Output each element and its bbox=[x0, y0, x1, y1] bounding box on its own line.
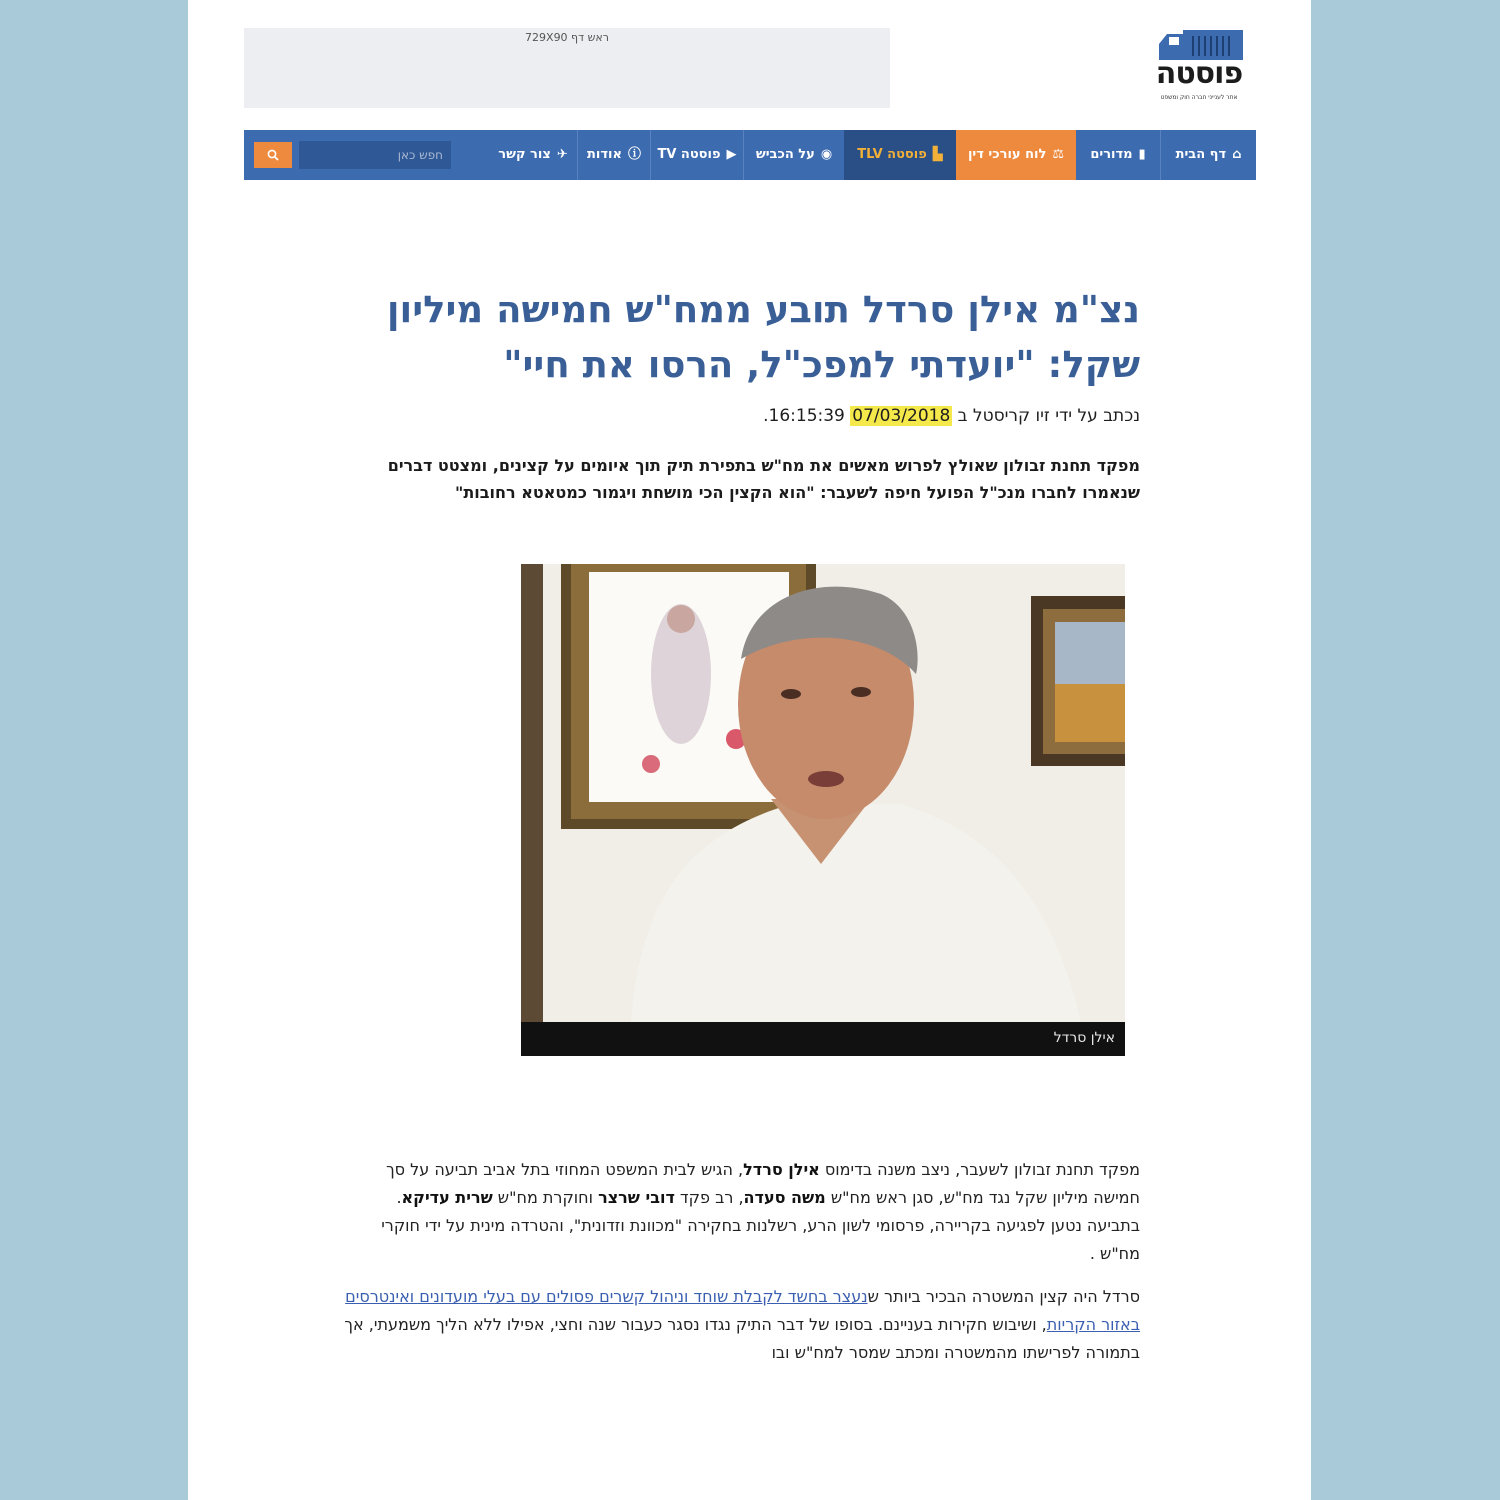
publish-time: 16:15:39. bbox=[763, 406, 845, 426]
logo-text: פוסטה bbox=[1155, 56, 1243, 91]
title-line-1: נצ"מ אילן סרדל תובע ממח"ש חמישה מיליון bbox=[386, 288, 1140, 331]
p1-text-2: , הגיש לבית המשפט המחוזי בתל אביב תביעה על סך חמישה מיליון שקל נגד מח"ש, סגן ראש מח"ש bbox=[386, 1160, 1140, 1207]
nav-label: צור קשר bbox=[498, 147, 551, 162]
p1-text-5: . בתביעה נטען לפגיעה בקריירה, פרסומי לשון הרע, רשלנות בחקירה "מכוונת וזדונית", והטרדה מינית על ידי חוקרי מח"ש . bbox=[381, 1188, 1140, 1263]
nav-item-lawyers[interactable] bbox=[956, 130, 1076, 180]
nav-item-road[interactable] bbox=[744, 130, 844, 180]
search-button[interactable] bbox=[254, 142, 292, 168]
nav-label: לוח עורכי דין bbox=[967, 147, 1047, 162]
p1-name-3: דובי שרצר bbox=[598, 1188, 675, 1207]
body-paragraph-2 bbox=[340, 1283, 1140, 1367]
body-paragraph-1 bbox=[340, 1156, 1140, 1268]
nav-divider bbox=[577, 130, 578, 180]
p2-text-1: סרדל היה קצין המשטרה הבכיר ביותר ש bbox=[867, 1287, 1140, 1306]
ad-label: ראש דף 729X90 bbox=[525, 31, 609, 44]
p1-text-3: , רב פקד bbox=[674, 1188, 744, 1207]
publish-date: 07/03/2018 bbox=[852, 406, 951, 426]
city-icon: ▙ bbox=[932, 147, 943, 162]
p1-text-1: מפקד תחנת זבולון לשעבר, ניצב משנה בדימוס bbox=[819, 1160, 1140, 1179]
search-input[interactable] bbox=[299, 141, 451, 169]
nav-item-sections[interactable] bbox=[1076, 130, 1160, 180]
nav-item-tv[interactable] bbox=[651, 130, 743, 180]
paper-plane-icon: ✈ bbox=[556, 147, 568, 162]
p1-text-4: וחוקרת מח"ש bbox=[492, 1188, 599, 1207]
nav-divider bbox=[1160, 130, 1161, 180]
nav-label: פוסטה TLV bbox=[857, 147, 927, 162]
p1-name-2: משה סעדה bbox=[743, 1188, 826, 1207]
nav-item-contact[interactable] bbox=[489, 130, 577, 180]
nav-label: דף הבית bbox=[1175, 147, 1227, 162]
site-logo[interactable] bbox=[1143, 28, 1255, 104]
portrait-image bbox=[521, 564, 1125, 1022]
nav-divider bbox=[650, 130, 651, 180]
article-title bbox=[370, 282, 1140, 392]
byline-author: נכתב על ידי זיו קריסטל ב bbox=[957, 406, 1140, 426]
title-line-2: שקל: "יועדתי למפכ"ל, הרסו את חיי" bbox=[503, 343, 1140, 386]
play-icon: ▶ bbox=[726, 147, 737, 162]
article-link[interactable]: נעצר בחשד לקבלת שוחד וניהול קשרים פסולים עם בעלי מועדונים ואינטרסים באזור הקריות bbox=[345, 1287, 1140, 1334]
p1-name-4: שרית עדיקא bbox=[401, 1188, 493, 1207]
nav-label: פוסטה TV bbox=[657, 147, 721, 162]
article-lead: מפקד תחנת זבולון שאולץ לפרוש מאשים את מח"ש בתפירת תיק תוך איומים על קצינים, ומצטט דברים שנאמרו לחברו מנכ"ל הפועל חיפה לשעבר: "הוא הקצין הכי מושחת ויגמור כמטאטא רחובות" bbox=[387, 456, 1140, 502]
article-photo bbox=[521, 564, 1125, 1056]
home-icon: ⌂ bbox=[1232, 147, 1242, 162]
byline bbox=[370, 406, 1140, 426]
book-icon: ▮ bbox=[1138, 147, 1146, 162]
p1-name-1: אילן סרדל bbox=[743, 1160, 820, 1179]
nav-label: אודות bbox=[587, 147, 622, 162]
nav-label: מדורים bbox=[1090, 147, 1133, 162]
nav-item-home[interactable] bbox=[1161, 130, 1256, 180]
main-nav bbox=[244, 130, 1256, 180]
p2-text-2: , ושיבוש חקירות בעניינם. בסופו של דבר התיק נגדו נסגר כעבור שנה וחצי, אפילו ללא הליך משמעתי, אך בתמורה לפרישתו מהמשטרה ומכתב שמסר למח"ש ובו bbox=[344, 1315, 1140, 1362]
nav-item-tlv[interactable] bbox=[844, 130, 956, 180]
scales-icon: ⚖ bbox=[1052, 147, 1065, 162]
photo-caption-bar bbox=[521, 1022, 1125, 1056]
nav-divider bbox=[743, 130, 744, 180]
page bbox=[188, 0, 1311, 1500]
ad-banner[interactable] bbox=[244, 28, 890, 108]
photo-caption: אילן סרדל bbox=[1053, 1030, 1115, 1046]
info-icon: ⓘ bbox=[627, 147, 641, 162]
nav-label: על הכביש bbox=[755, 147, 815, 162]
search-icon bbox=[267, 149, 279, 161]
nav-item-about[interactable] bbox=[578, 130, 650, 180]
steering-wheel-icon: ◉ bbox=[820, 147, 833, 162]
logo-tagline: אתר לענייני חברה חוק ומשפט bbox=[1160, 94, 1238, 101]
